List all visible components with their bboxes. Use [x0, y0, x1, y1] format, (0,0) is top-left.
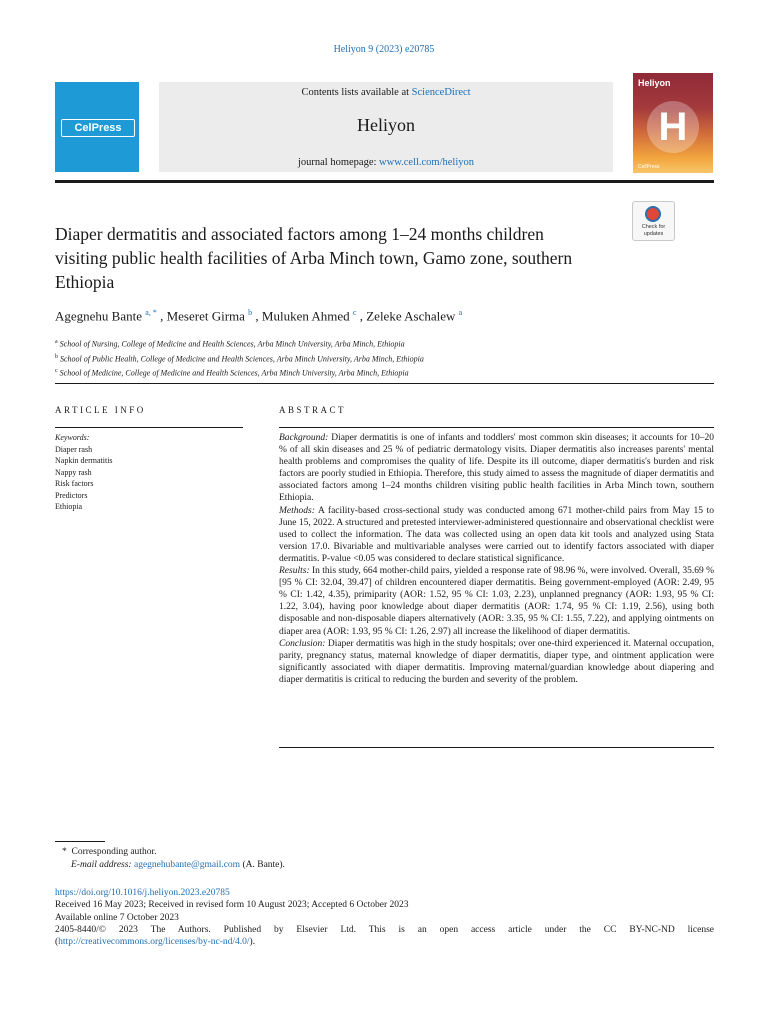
badge-line-1: Check for — [641, 224, 666, 230]
abstract-paragraph — [279, 432, 714, 505]
author-name: Muluken Ahmed — [261, 308, 350, 324]
affiliation-item — [55, 365, 705, 380]
author-affiliation-marker[interactable]: c — [352, 308, 357, 317]
abstract-label: Results: — [279, 566, 310, 577]
license-paren-open: ( — [55, 937, 59, 948]
author-affiliation-marker[interactable]: a — [458, 308, 463, 317]
abstract-label: Background: — [279, 433, 329, 443]
cellpress-logo-box — [55, 82, 139, 172]
abstract-text: Diaper dermatitis is one of infants and toddlers' most common skin diseases; it accounts for 10–20 % of all skin diseases and 25 % of pediatric dermatology visits. Diaper dermatitis also increases parents' mental health problems and compromises the quality of life. Despite its ill outcome, diaper dermatitis's burden and risk factors are poorly studied in Ethiopia. Therefore, this study aimed to assess the magnitude of diaper dermatitis and associated factors among 1–24 months children visiting public health facilities in Arba Minch town, southern Ethiopia. — [279, 433, 714, 504]
doi-link[interactable]: https://doi.org/10.1016/j.heliyon.2023.e20785 — [55, 888, 230, 898]
keywords-label: Keywords: — [55, 433, 90, 442]
author-name: Agegnehu Bante — [55, 308, 143, 324]
affiliation-key: a — [55, 339, 58, 345]
author-separator: , — [356, 308, 367, 324]
affiliation-key: c — [55, 368, 58, 375]
abstract-body — [279, 432, 714, 686]
contents-prefix: Contents lists available at — [301, 87, 412, 98]
sciencedirect-link[interactable]: ScienceDirect — [411, 87, 471, 98]
affiliation-text: School of Public Health, College of Medicine and Health Sciences, Arba Minch University, Arba Minch, Ethiopia — [60, 354, 424, 364]
journal-name: Heliyon — [357, 115, 415, 135]
journal-header — [159, 82, 613, 172]
keyword-item: Risk factors — [55, 479, 94, 488]
badge-text — [633, 224, 674, 237]
abstract-heading: ABSTRACT — [279, 405, 347, 415]
header-rule — [55, 180, 714, 183]
corresponding-author-footnote — [62, 846, 285, 871]
author-separator: , — [156, 308, 167, 324]
homepage-link[interactable]: www.cell.com/heliyon — [379, 157, 475, 168]
abstract-text: In this study, 664 mother-child pairs, yielded a response rate of 98.96 %, were involved. Overall, 35.69 % [95 % CI: 32.04, 39.47] of children encountered diaper dermatitis. Being government-employed (AOR: 2.49, 95 % CI: 1.42, 4.35), primiparity (AOR: 1.52, 95 % CI: 1.03, 2.23), unplanned pregnancy (AOR: 1.93, 95 % CI: 1.22, 3.04), having poor knowledge about diaper dermatitis (AOR: 1.74, 95 % CI: 1.19, 2.56), using both disposable and non-disposable diapers alternatively (AOR: 3.35, 95 % CI: 1.55, 7.22), and applying ointments on diaper area (AOR: 1.93, 95 % CI: 1.26, 2.97) all increase the likelihood of diaper dermatitis. — [279, 566, 714, 637]
journal-cover[interactable] — [633, 73, 713, 173]
corresponding-text: Corresponding author. — [71, 847, 157, 857]
cellpress-logo: CelPress — [61, 119, 135, 137]
email-link[interactable]: agegnehubante@gmail.com — [133, 859, 241, 870]
keyword-item: Napkin dermatitis — [55, 456, 113, 465]
keyword-item: Nappy rash — [55, 467, 92, 477]
keyword-item: Ethiopia — [55, 502, 83, 511]
email-suffix: (A. Bante). — [240, 859, 285, 870]
homepage-prefix: journal homepage: — [297, 157, 380, 168]
abstract-rule — [279, 427, 714, 428]
abstract-end-rule — [279, 747, 714, 748]
affiliation-text: School of Medicine, College of Medicine and Health Sciences, Arba Minch University, Arba Minch, Ethiopia — [59, 368, 409, 378]
cover-title: Heliyon — [638, 78, 671, 88]
license-link[interactable]: http://creativecommons.org/licenses/by-nc-nd/4.0/ — [58, 937, 250, 948]
footnote-rule — [55, 841, 105, 842]
abstract-paragraph — [279, 638, 714, 686]
check-updates-icon — [645, 206, 661, 222]
check-for-updates-badge[interactable] — [632, 201, 675, 241]
article-info-rule — [55, 427, 243, 428]
author-affiliation-marker[interactable]: b — [248, 308, 253, 317]
affiliation-item — [55, 336, 705, 351]
license-line: 2405-8440/© 2023 The Authors. Published by Elsevier Ltd. This is an open access article under the CC BY-NC-ND license — [55, 924, 714, 935]
license-link-line — [55, 936, 714, 948]
email-line — [62, 859, 285, 872]
abstract-label: Methods: — [279, 505, 315, 516]
abstract-text: Diaper dermatitis was high in the study hospitals; over one-third experienced it. Maternal occupation, parity, pregnancy status, maternal knowledge of diaper dermatitis, diaper type, and ointment application were significantly associated with diaper dermatitis. Improving maternal/guardian knowledge about diapering and diaper dermatitis is critical to reducing the burden and severity of the problem. — [279, 638, 714, 685]
cover-letter: H — [658, 105, 688, 149]
keyword-item: Predictors — [55, 490, 88, 500]
keyword-item: Diaper rash — [55, 444, 93, 454]
email-label: E-mail address: — [71, 859, 132, 870]
author-affiliation-marker[interactable]: a, * — [145, 308, 157, 317]
footnote-marker: * — [62, 847, 67, 857]
corresponding-line — [62, 846, 285, 859]
homepage-line — [159, 157, 613, 168]
cover-footer: CellPress — [638, 164, 660, 170]
author-name: Meseret Girma — [166, 308, 245, 324]
abstract-text: A facility-based cross-sectional study was conducted among 671 mother-child pairs from May 15 to June 15, 2022. A structured and pretested interviewer-administered questionnaire and observational checklist were used to collect the information. The data was collected using an open data kit tools and analyzed using Stata version 17.0. Bivariable and multivariable analyses were carried out to identify factors associated with diaper dermatitis. P-value <0.05 was considered to declare statistical significance. — [279, 505, 714, 564]
article-metadata — [55, 887, 714, 948]
affiliation-list — [55, 336, 705, 380]
keywords-block — [55, 432, 245, 513]
received-dates: Received 16 May 2023; Received in revised form 10 August 2023; Accepted 6 October 2023 — [55, 900, 409, 911]
section-divider — [55, 383, 714, 384]
license-paren-close: ). — [249, 937, 256, 948]
affiliation-text: School of Nursing, College of Medicine and Health Sciences, Arba Minch University, Arba Minch, Ethiopia — [59, 339, 405, 349]
article-title: Diaper dermatitis and associated factors among 1–24 months children visiting public health facilities of Arba Minch town, Gamo zone, southern Ethiopia — [55, 224, 573, 292]
author-list — [55, 308, 705, 324]
abstract-paragraph — [279, 565, 714, 638]
affiliation-item — [55, 351, 705, 366]
badge-line-2: updates — [643, 230, 664, 237]
article-info-heading: ARTICLE INFO — [55, 405, 146, 415]
abstract-label: Conclusion: — [279, 638, 326, 649]
affiliation-key: b — [55, 353, 58, 360]
journal-reference[interactable]: Heliyon 9 (2023) e20785 — [333, 44, 435, 55]
author-name: Zeleke Aschalew — [366, 308, 456, 324]
author-separator: , — [252, 308, 262, 324]
abstract-paragraph — [279, 505, 714, 565]
available-online: Available online 7 October 2023 — [55, 912, 179, 923]
contents-line — [159, 87, 613, 98]
